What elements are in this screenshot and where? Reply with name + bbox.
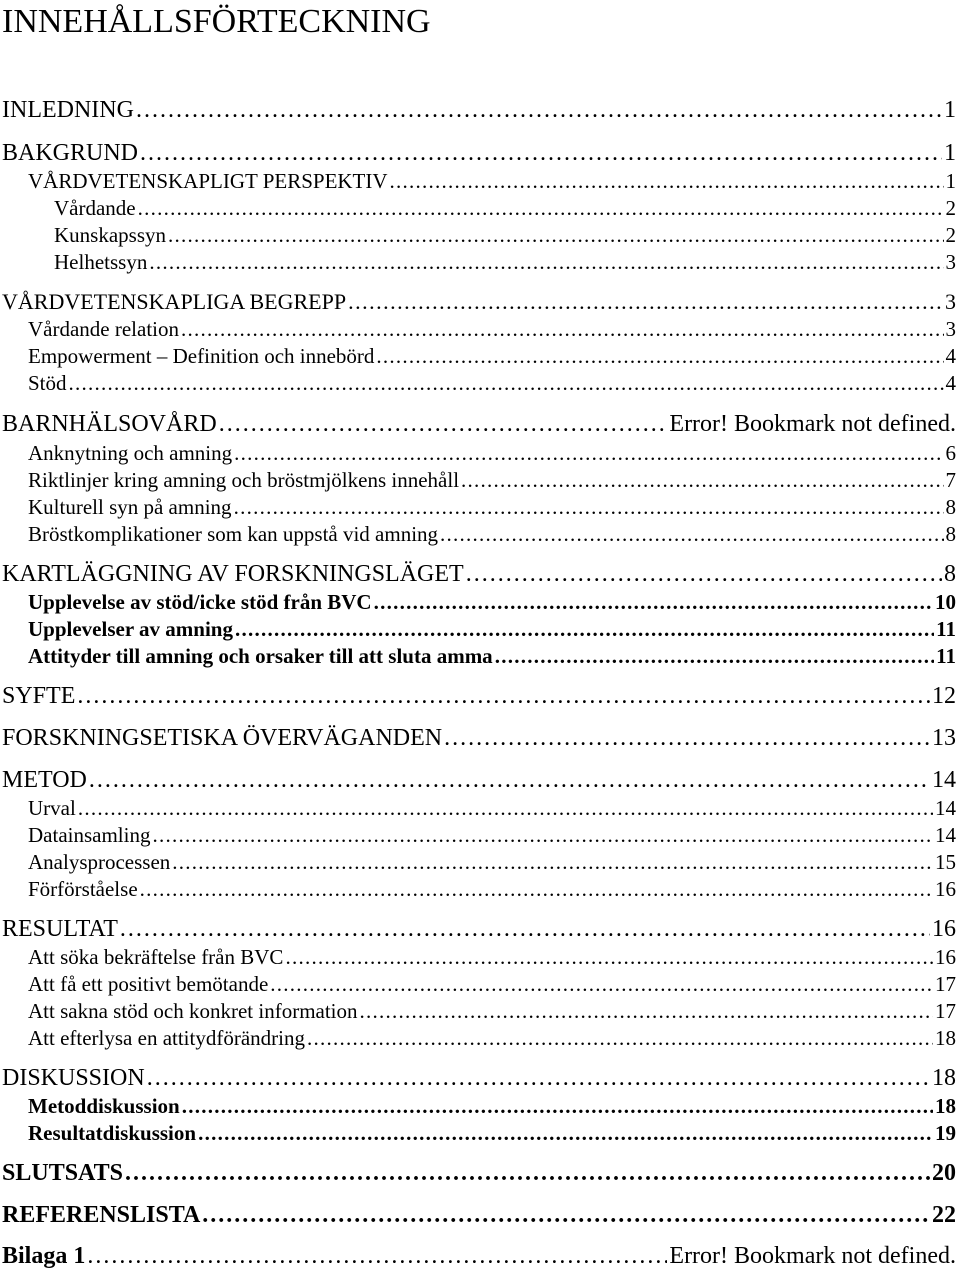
- toc-entry-label: REFERENSLISTA: [2, 1202, 201, 1228]
- dot-leader: [390, 168, 944, 194]
- toc-entry-syfte[interactable]: [0, 682, 960, 710]
- toc-entry-brostkomplikationer[interactable]: [0, 521, 960, 547]
- toc-entry-page: 12: [932, 683, 956, 709]
- toc-entry-label: Kunskapssyn: [54, 223, 167, 247]
- toc-entry-page: 1: [945, 169, 956, 193]
- dot-leader: [234, 440, 943, 466]
- toc-entry-label: Resultatdiskussion: [28, 1121, 197, 1145]
- toc-entry-label: Attityder till amning och orsaker till att sluta amma: [28, 644, 493, 668]
- toc-entry-page: 1: [944, 140, 956, 166]
- toc-entry-page: 15: [935, 850, 956, 874]
- dot-leader: [120, 915, 930, 943]
- toc-entry-label: Att efterlysa en attitydförändring: [28, 1026, 305, 1050]
- toc-entry-page: 18: [935, 1026, 956, 1050]
- dot-leader: [219, 410, 668, 438]
- toc-entry-slutsats[interactable]: [0, 1159, 960, 1187]
- toc-entry-forforstaelse[interactable]: [0, 876, 960, 902]
- toc-entry-att-fa[interactable]: [0, 971, 960, 997]
- toc-entry-page: 3: [945, 317, 956, 341]
- dot-leader: [125, 1159, 930, 1187]
- toc-entry-page: 8: [944, 561, 956, 587]
- toc-entry-page: 14: [932, 767, 956, 793]
- dot-leader: [152, 822, 933, 848]
- toc-entry-vardande[interactable]: [0, 195, 960, 221]
- toc-entry-barnhalsovard[interactable]: [0, 410, 960, 438]
- toc-entry-diskussion[interactable]: [0, 1064, 960, 1092]
- dot-leader: [140, 876, 933, 902]
- toc-entry-page: 10: [935, 590, 956, 614]
- dot-leader: [147, 1064, 930, 1092]
- dot-leader: [360, 998, 933, 1024]
- dot-leader: [270, 971, 933, 997]
- toc-entry-label: Att få ett positivt bemötande: [28, 972, 269, 996]
- toc-entry-label: Metoddiskussion: [28, 1094, 180, 1118]
- toc-entry-kulturell-syn[interactable]: [0, 494, 960, 520]
- toc-entry-label: BARNHÄLSOVÅRD: [2, 411, 217, 437]
- dot-leader: [376, 343, 943, 369]
- toc-entry-analysprocessen[interactable]: [0, 849, 960, 875]
- toc-entry-page: 13: [932, 725, 956, 751]
- toc-entry-page: 16: [932, 916, 956, 942]
- toc-entry-upplevelse-stod[interactable]: [0, 589, 960, 615]
- toc-entry-att-sakna[interactable]: [0, 998, 960, 1024]
- toc-entry-label: BAKGRUND: [2, 140, 139, 166]
- dot-leader: [307, 1025, 933, 1051]
- toc-entry-page: 11: [936, 617, 956, 641]
- toc-entry-label: KARTLÄGGNING AV FORSKNINGSLÄGET: [2, 561, 464, 587]
- toc-entry-page: 17: [935, 972, 956, 996]
- toc-entry-vardande-relation[interactable]: [0, 316, 960, 342]
- toc-entry-label: Att sakna stöd och konkret information: [28, 999, 358, 1023]
- toc-entry-metoddiskussion[interactable]: [0, 1093, 960, 1119]
- toc-entry-page: 6: [945, 441, 956, 465]
- toc-entry-label: VÅRDVETENSKAPLIGT PERSPEKTIV: [28, 169, 388, 193]
- toc-entry-page: 18: [932, 1065, 956, 1091]
- dot-leader: [140, 139, 942, 167]
- dot-leader: [285, 944, 933, 970]
- toc-entry-inledning[interactable]: [0, 96, 960, 124]
- toc-entry-label: Anknytning och amning: [28, 441, 233, 465]
- toc-entry-label: Urval: [28, 796, 76, 820]
- toc-entry-page: 4: [945, 344, 956, 368]
- dot-leader: [348, 288, 943, 316]
- toc-entry-vardvetenskapligt-perspektiv[interactable]: [0, 168, 960, 194]
- toc-entry-label: Förförståelse: [28, 877, 138, 901]
- toc-entry-page: 1: [944, 97, 956, 123]
- toc-entry-anknytning[interactable]: [0, 440, 960, 466]
- toc-entry-label: Stöd: [28, 371, 67, 395]
- dot-leader: [234, 494, 944, 520]
- toc-entry-label: Upplevelser av amning: [28, 617, 233, 641]
- toc-entry-page: 22: [932, 1202, 956, 1228]
- toc-entry-page: 20: [932, 1160, 956, 1186]
- toc-entry-label: Vårdande relation: [28, 317, 180, 341]
- toc-entry-label: Riktlinjer kring amning och bröstmjölkens innehåll: [28, 468, 460, 492]
- toc-entry-label: SYFTE: [2, 683, 76, 709]
- toc-entry-helhetssyn[interactable]: [0, 249, 960, 275]
- toc-entry-page: 8: [945, 495, 956, 519]
- toc-entry-kunskapssyn[interactable]: [0, 222, 960, 248]
- dot-leader: [495, 643, 934, 669]
- toc-entry-label: Empowerment – Definition och innebörd: [28, 344, 375, 368]
- toc-entry-empowerment[interactable]: [0, 343, 960, 369]
- dot-leader: [89, 766, 930, 794]
- toc-entry-att-soka[interactable]: [0, 944, 960, 970]
- toc-entry-bakgrund[interactable]: [0, 139, 960, 167]
- toc-entry-referenslista[interactable]: [0, 1201, 960, 1229]
- toc-entry-label: Helhetssyn: [54, 250, 148, 274]
- toc-entry-page: 16: [935, 877, 956, 901]
- toc-entry-label: DISKUSSION: [2, 1065, 145, 1091]
- toc-entry-att-efterlysa[interactable]: [0, 1025, 960, 1051]
- toc-entry-metod[interactable]: [0, 766, 960, 794]
- dot-leader: [168, 222, 943, 248]
- toc-entry-page: 3: [945, 250, 956, 274]
- dot-leader: [87, 1242, 667, 1270]
- toc-entry-kartlaggning[interactable]: [0, 560, 960, 588]
- toc-entry-page: 7: [945, 468, 956, 492]
- toc-entry-riktlinjer[interactable]: [0, 467, 960, 493]
- toc-entry-page: 2: [945, 196, 956, 220]
- toc-entry-page: 2: [945, 223, 956, 247]
- toc-entry-datainsamling[interactable]: [0, 822, 960, 848]
- toc-entry-page: 11: [936, 644, 956, 668]
- toc-entry-label: Bilaga 1: [2, 1243, 86, 1269]
- toc-entry-urval[interactable]: [0, 795, 960, 821]
- dot-leader: [202, 1201, 930, 1229]
- toc-entry-resultatdiskussion[interactable]: [0, 1120, 960, 1146]
- toc-entry-upplevelser-amning[interactable]: [0, 616, 960, 642]
- toc-entry-label: VÅRDVETENSKAPLIGA BEGREPP: [2, 289, 347, 314]
- dot-leader: [182, 1093, 933, 1119]
- page-title: INNEHÅLLSFÖRTECKNING: [2, 3, 431, 40]
- dot-leader: [138, 195, 944, 221]
- toc-entry-attityder[interactable]: [0, 643, 960, 669]
- toc-entry-vardvetenskapliga-begrepp[interactable]: [0, 288, 960, 316]
- toc-entry-page: Error! Bookmark not defined.: [669, 411, 956, 437]
- dot-leader: [181, 316, 943, 342]
- toc-entry-resultat[interactable]: [0, 915, 960, 943]
- dot-leader: [69, 370, 944, 396]
- toc-entry-label: Att söka bekräftelse från BVC: [28, 945, 284, 969]
- toc-entry-label: Datainsamling: [28, 823, 151, 847]
- dot-leader: [172, 849, 933, 875]
- dot-leader: [77, 682, 930, 710]
- toc-entry-stod[interactable]: [0, 370, 960, 396]
- toc-entry-page: 17: [935, 999, 956, 1023]
- toc-entry-page: Error! Bookmark not defined.: [669, 1243, 956, 1269]
- toc-entry-label: Vårdande: [54, 196, 136, 220]
- toc-entry-page: 16: [935, 945, 956, 969]
- toc-entry-label: Kulturell syn på amning: [28, 495, 232, 519]
- toc-entry-page: 8: [945, 522, 956, 546]
- toc-entry-bilaga-1[interactable]: [0, 1242, 960, 1270]
- toc-entry-page: 4: [945, 371, 956, 395]
- dot-leader: [78, 795, 933, 821]
- dot-leader: [374, 589, 933, 615]
- toc-entry-label: INLEDNING: [2, 97, 134, 123]
- dot-leader: [235, 616, 934, 642]
- toc-entry-page: 14: [935, 823, 956, 847]
- dot-leader: [198, 1120, 933, 1146]
- toc-entry-label: FORSKNINGSETISKA ÖVERVÄGANDEN: [2, 725, 443, 751]
- toc-entry-page: 14: [935, 796, 956, 820]
- toc-entry-page: 3: [945, 289, 956, 314]
- dot-leader: [149, 249, 943, 275]
- toc-entry-page: 19: [935, 1121, 956, 1145]
- dot-leader: [136, 96, 942, 124]
- toc-entry-label: Bröstkomplikationer som kan uppstå vid amning: [28, 522, 439, 546]
- toc-entry-label: SLUTSATS: [2, 1160, 123, 1186]
- toc-entry-label: Analysprocessen: [28, 850, 171, 874]
- toc-entry-page: 18: [935, 1094, 956, 1118]
- dot-leader: [466, 560, 942, 588]
- dot-leader: [444, 724, 930, 752]
- toc-entry-label: METOD: [2, 767, 87, 793]
- dot-leader: [461, 467, 943, 493]
- dot-leader: [440, 521, 943, 547]
- toc-entry-label: RESULTAT: [2, 916, 118, 942]
- toc-entry-label: Upplevelse av stöd/icke stöd från BVC: [28, 590, 372, 614]
- toc-entry-forskningsetiska[interactable]: [0, 724, 960, 752]
